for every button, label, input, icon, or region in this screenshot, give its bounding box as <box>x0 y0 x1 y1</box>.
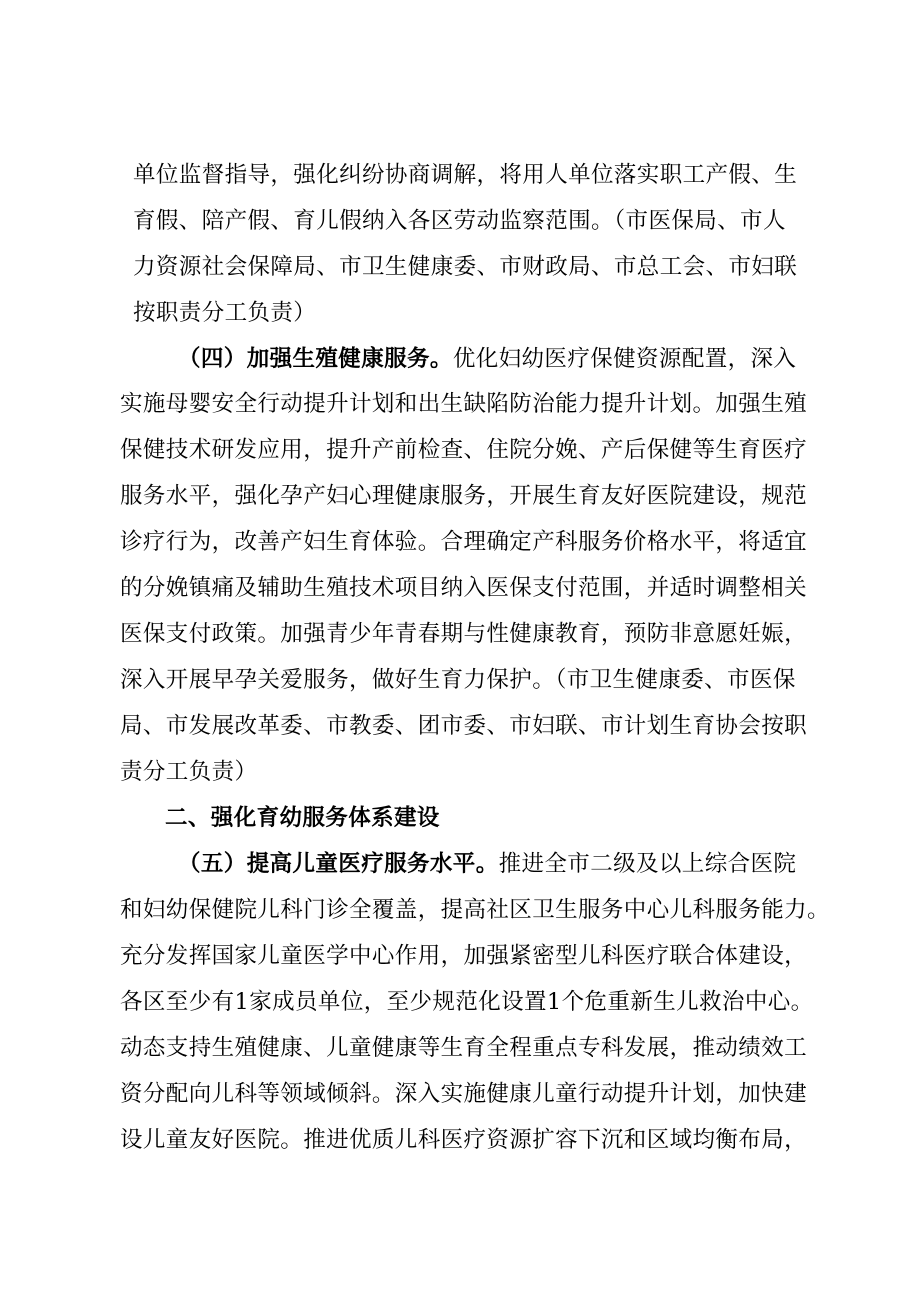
text-line: 各区至少有1家成员单位，至少规范化设置1个危重新生儿救治中心。 <box>120 989 814 1015</box>
text-line: 设儿童友好医院。推进优质儿科医疗资源扩容下沉和区域均衡布局， <box>120 1127 808 1153</box>
text-line: 动态支持生殖健康、儿童健康等生育全程重点专科发展，推动绩效工 <box>120 1035 808 1061</box>
section-heading-4: （四）加强生殖健康服务。 <box>178 346 453 372</box>
text-line: 单位监督指导，强化纠纷协商调解，将用人单位落实职工产假、生 <box>133 162 798 188</box>
text-line: 服务水平，强化孕产妇心理健康服务，开展生育友好医院建设，规范 <box>120 483 808 509</box>
text-line: 保健技术研发应用，提升产前检查、住院分娩、产后保健等生育医疗 <box>120 437 808 463</box>
text-line: 充分发挥国家儿童医学中心作用，加强紧密型儿科医疗联合体建设， <box>120 943 808 969</box>
paragraph-heading-line: （四）加强生殖健康服务。优化妇幼医疗保健资源配置，深入 <box>178 346 797 372</box>
text-line: 和妇幼保健院儿科门诊全覆盖，提高社区卫生服务中心儿科服务能力。 <box>120 897 830 923</box>
text-line: 诊疗行为，改善产妇生育体验。合理确定产科服务价格水平，将适宜 <box>120 529 808 555</box>
text-line: 责分工负责） <box>120 759 258 785</box>
chapter-heading-2: 二、强化育幼服务体系建设 <box>165 805 440 831</box>
text-line: 医保支付政策。加强青少年青春期与性健康教育，预防非意愿妊娠， <box>120 621 808 647</box>
paragraph-heading-line: （五）提高儿童医疗服务水平。推进全市二级及以上综合医院 <box>178 851 797 877</box>
section-heading-5: （五）提高儿童医疗服务水平。 <box>178 851 499 877</box>
text-line: 实施母婴安全行动提升计划和出生缺陷防治能力提升计划。加强生殖 <box>120 391 808 417</box>
chapter-heading-line <box>165 798 920 838</box>
text-line: 深入开展早孕关爱服务，做好生育力保护。（市卫生健康委、市医保 <box>120 667 796 693</box>
text-line: 局、市发展改革委、市教委、团市委、市妇联、市计划生育协会按职 <box>120 713 808 739</box>
text-line: 力资源社会保障局、市卫生健康委、市财政局、市总工会、市妇联 <box>133 254 798 280</box>
text-line: 育假、陪产假、育儿假纳入各区劳动监察范围。（市医保局、市人 <box>133 208 786 234</box>
text-line: 按职责分工负责） <box>133 300 317 326</box>
text-line: 资分配向儿科等领域倾斜。深入实施健康儿童行动提升计划，加快建 <box>120 1081 808 1107</box>
text-line: 的分娩镇痛及辅助生殖技术项目纳入医保支付范围，并适时调整相关 <box>120 575 808 601</box>
